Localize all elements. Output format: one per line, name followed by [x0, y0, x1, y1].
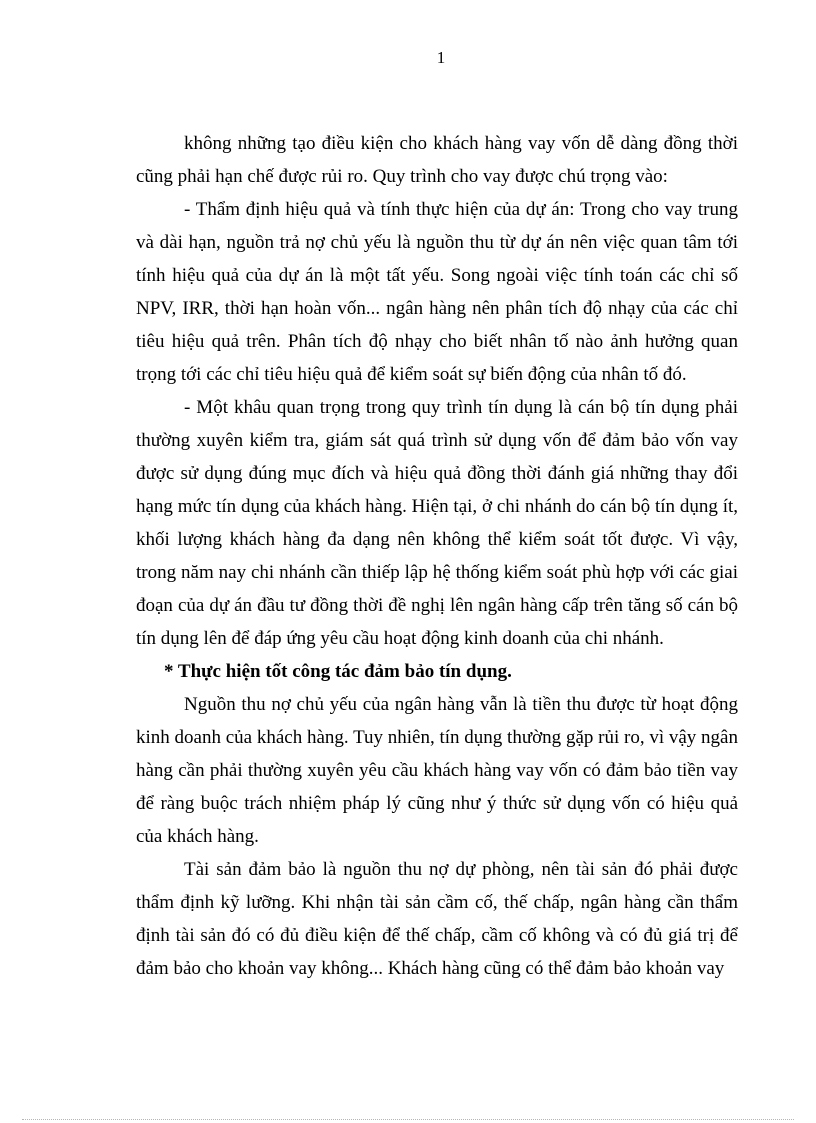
body-paragraph: - Thẩm định hiệu quả và tính thực hiện của dự án: Trong cho vay trung và dài hạn, nguồn trả nợ chủ yếu là nguồn thu từ dự án nên việc quan tâm tới tính hiệu quả của dự án là một tất yếu. Song ngoài việc tính toán các chỉ số NPV, IRR, thời hạn hoàn vốn... ngân hàng nên phân tích độ nhạy của các chỉ tiêu hiệu quả trên. Phân tích độ nhạy cho biết nhân tố nào ảnh hưởng quan trọng tới các chỉ tiêu hiệu quả để kiểm soát sự biến động của nhân tố đó. — [136, 199, 738, 385]
section-heading: * Thực hiện tốt công tác đảm bảo tín dụng. — [164, 661, 512, 682]
body-paragraph: - Một khâu quan trọng trong quy trình tín dụng là cán bộ tín dụng phải thường xuyên kiểm tra, giám sát quá trình sử dụng vốn để đảm bảo vốn vay được sử dụng đúng mục đích và hiệu quả đồng thời đánh giá những thay đổi hạng mức tín dụng của khách hàng. Hiện tại, ở chi nhánh do cán bộ tín dụng ít, khối lượng khách hàng đa dạng nên không thể kiểm soát tốt được. Vì vậy, trong năm nay chi nhánh cần thiếp lập hệ thống kiểm soát phù hợp với các giai đoạn của dự án đầu tư đồng thời đề nghị lên ngân hàng cấp trên tăng số cán bộ tín dụng lên để đáp ứng yêu cầu hoạt động kinh doanh của chi nhánh. — [136, 397, 738, 649]
document-body — [136, 127, 738, 985]
body-paragraph: Nguồn thu nợ chủ yếu của ngân hàng vẫn là tiền thu được từ hoạt động kinh doanh của khách hàng. Tuy nhiên, tín dụng thường gặp rủi ro, vì vậy ngân hàng cần phải thường xuyên yêu cầu khách hàng vay vốn có đảm bảo tiền vay để ràng buộc trách nhiệm pháp lý cũng như ý thức sử dụng vốn có hiệu quả của khách hàng. — [136, 694, 738, 847]
body-paragraph: Tài sản đảm bảo là nguồn thu nợ dự phòng, nên tài sản đó phải được thẩm định kỹ lưỡng. Khi nhận tài sản cầm cố, thế chấp, ngân hàng cần thẩm định tài sản đó có đủ điều kiện để thế chấp, cầm cố không và có đủ giá trị để đảm bảo cho khoản vay không... Khách hàng cũng có thể đảm bảo khoản vay — [136, 859, 738, 979]
page-bottom-divider — [22, 1119, 794, 1120]
body-paragraph: không những tạo điều kiện cho khách hàng vay vốn dễ dàng đồng thời cũng phải hạn chế được rủi ro. Quy trình cho vay được chú trọng vào: — [136, 133, 738, 187]
page-number: 1 — [436, 48, 446, 67]
